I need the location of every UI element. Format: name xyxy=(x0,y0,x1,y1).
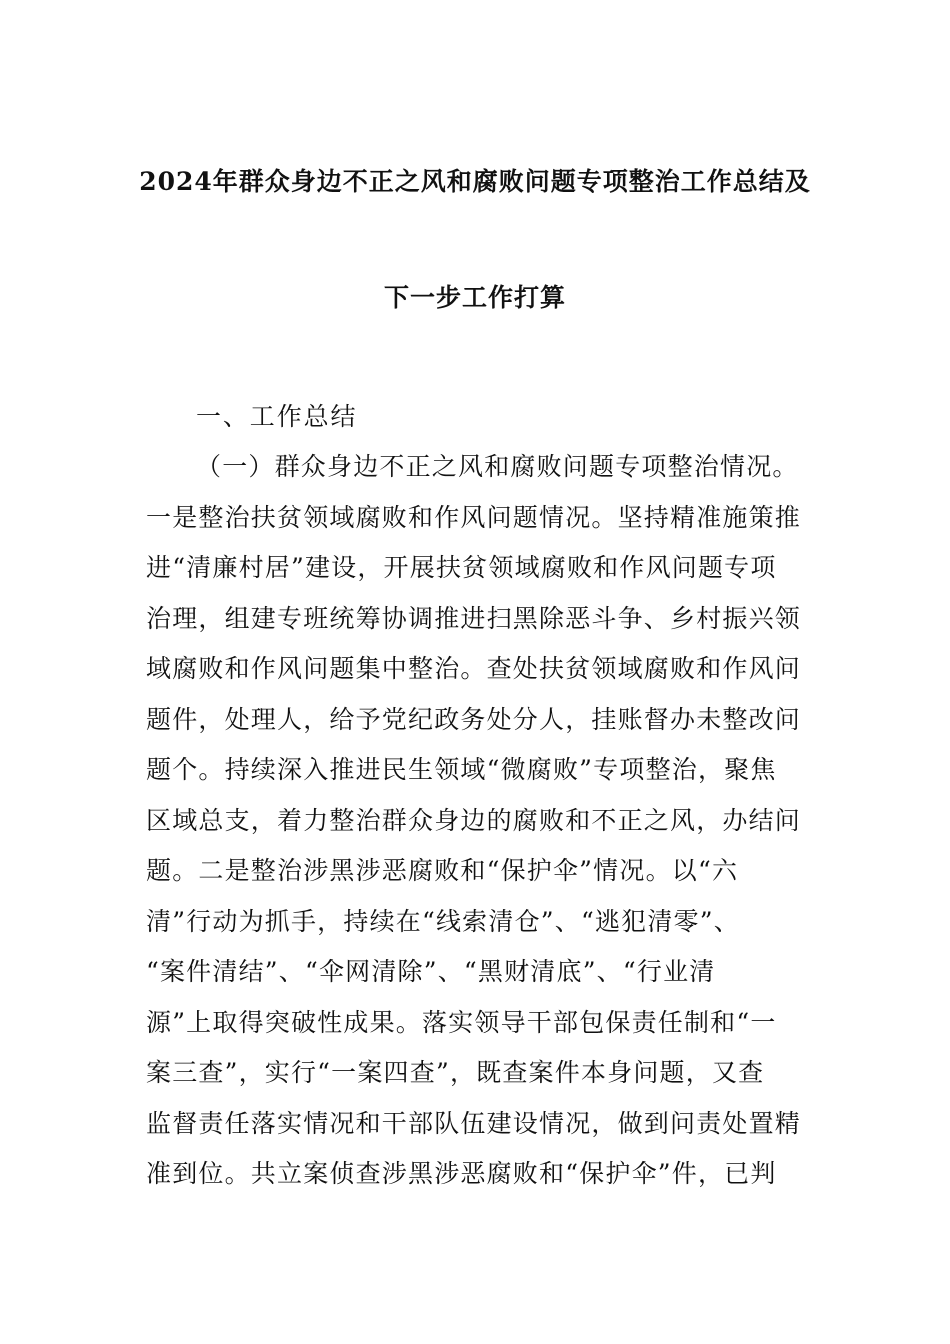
paragraph-line: 监督责任落实情况和干部队伍建设情况，做到问责处置精 xyxy=(146,1108,802,1138)
paragraph-line: “案件清结”、“伞网清除”、“黑财清底”、“行业清 xyxy=(146,957,716,986)
paragraph-line: 一是整治扶贫领域腐败和作风问题情况。坚持精准施策推 xyxy=(146,502,802,532)
paragraph-line: 进“清廉村居”建设，开展扶贫领域腐败和作风问题专项 xyxy=(146,553,777,582)
document-title-line-2: 下一步工作打算 xyxy=(383,283,566,312)
body-paragraph xyxy=(146,442,808,1200)
paragraph-line: 域腐败和作风问题集中整治。查处扶贫领域腐败和作风问 xyxy=(146,654,802,683)
section-heading: 一、工作总结 xyxy=(196,402,358,431)
paragraph-line: 准到位。共立案侦查涉黑涉恶腐败和“保护伞”件，已判 xyxy=(146,1159,777,1188)
paragraph-line: 题。二是整治涉黑涉恶腐败和“保护伞”情况。以“六 xyxy=(146,856,739,885)
document-title-line-1: 2024年群众身边不正之风和腐败问题专项整治工作总结及 xyxy=(139,167,811,196)
paragraph-line: 清”行动为抓手，持续在“线索清仓”、“逃犯清零”、 xyxy=(146,906,740,936)
paragraph-line: 区域总支，着力整治群众身边的腐败和不正之风，办结问 xyxy=(146,805,802,835)
paragraph-line: 题件，处理人，给予党纪政务处分人，挂账督办未整改问 xyxy=(146,704,802,734)
paragraph-line: 案三查”，实行“一案四查”，既查案件本身问题，又查 xyxy=(146,1058,765,1087)
paragraph-line: 治理，组建专班统筹协调推进扫黑除恶斗争、乡村振兴领 xyxy=(146,603,802,633)
paragraph-line: 题个。持续深入推进民生领域“微腐败”专项整治，聚焦 xyxy=(146,755,777,784)
paragraph-line: 源”上取得突破性成果。落实领导干部包保责任制和“一 xyxy=(146,1007,777,1037)
paragraph-line: （一）群众身边不正之风和腐败问题专项整治情况。 xyxy=(196,452,799,481)
